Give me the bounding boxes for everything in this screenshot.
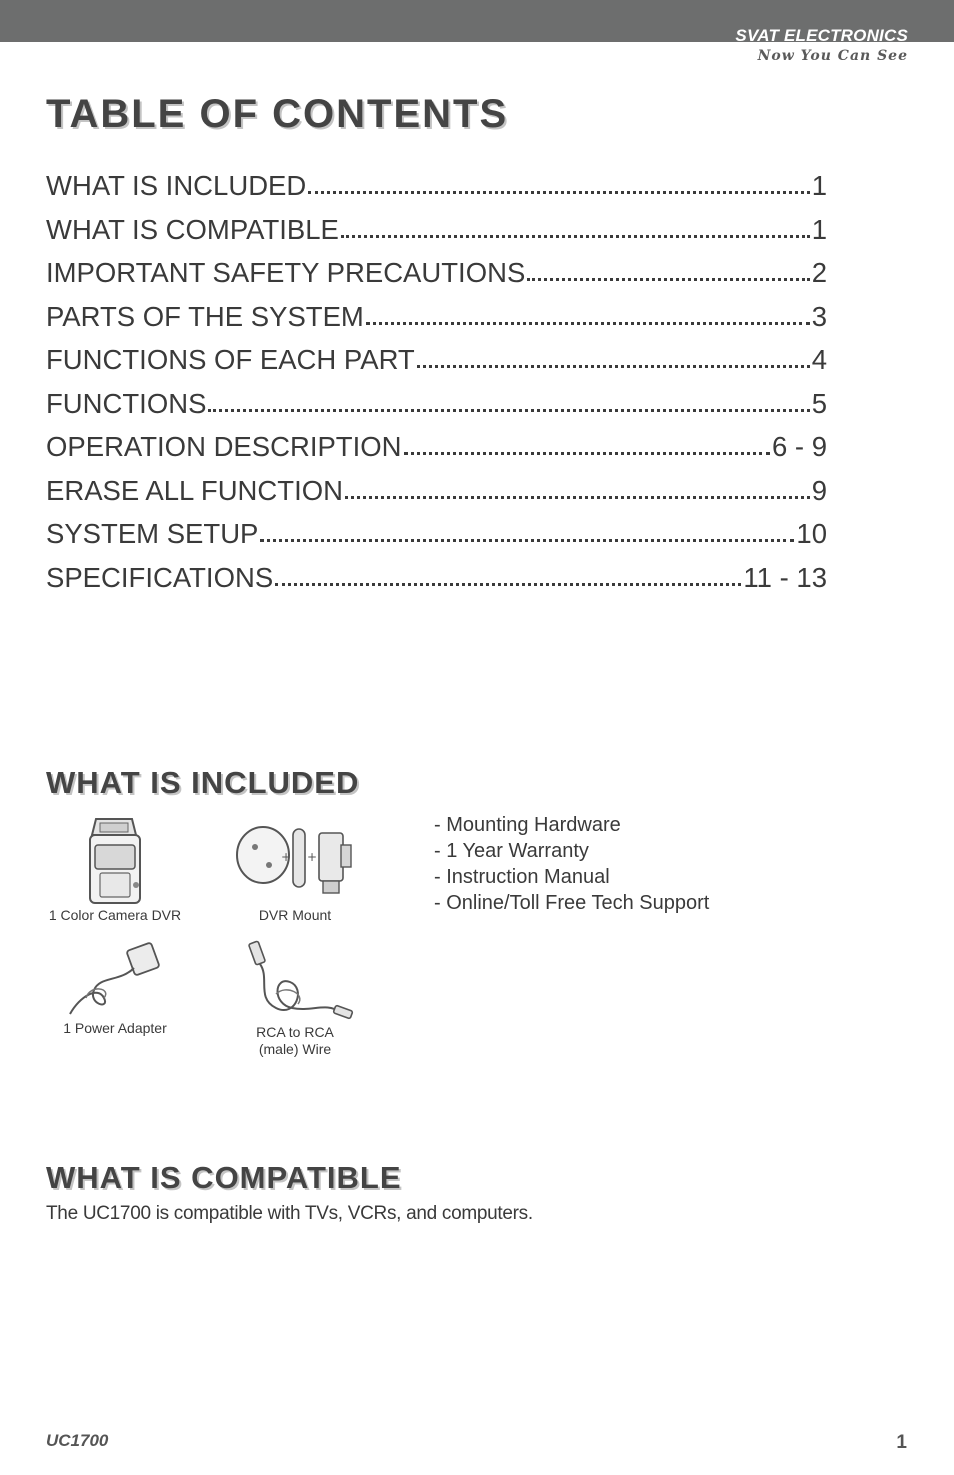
toc-entry[interactable] bbox=[46, 170, 827, 214]
dot-leader bbox=[366, 322, 810, 325]
toc-entry-label: FUNCTIONS OF EACH PART bbox=[46, 344, 415, 375]
toc-title: TABLE OF CONTENTS bbox=[46, 92, 509, 136]
toc-entry[interactable] bbox=[46, 344, 827, 388]
toc-entry-page: 1 bbox=[811, 170, 827, 201]
toc-entry-page: 2 bbox=[811, 257, 827, 288]
toc-entry-page: 1 bbox=[811, 213, 827, 245]
page-number: 1 bbox=[896, 1432, 907, 1453]
dot-leader bbox=[417, 365, 810, 368]
dot-leader bbox=[275, 583, 741, 586]
toc-entry-label: WHAT IS INCLUDED bbox=[46, 170, 307, 201]
toc-entry-page: 6 - 9 bbox=[771, 431, 827, 462]
list-item: - Mounting Hardware bbox=[434, 814, 621, 836]
toc-entry[interactable] bbox=[46, 257, 827, 301]
included-item-dvr-mount bbox=[224, 815, 366, 924]
camera-dvr-icon bbox=[82, 815, 148, 907]
toc-entry-label: IMPORTANT SAFETY PRECAUTIONS bbox=[46, 257, 526, 288]
included-item-caption: RCA to RCA (male) Wire bbox=[256, 1024, 334, 1057]
toc-entry-label: WHAT IS COMPATIBLE bbox=[46, 213, 339, 245]
included-item-caption: DVR Mount bbox=[258, 907, 332, 923]
toc-entry[interactable] bbox=[46, 388, 827, 432]
dot-leader bbox=[208, 409, 809, 412]
toc-entry-label: OPERATION DESCRIPTION bbox=[46, 431, 402, 462]
toc-entry-label: ERASE ALL FUNCTION bbox=[46, 474, 343, 506]
power-adapter-icon bbox=[60, 938, 170, 1020]
toc-entry[interactable] bbox=[46, 214, 827, 258]
toc-entry-label: SPECIFICATIONS bbox=[46, 561, 274, 593]
toc-entry-page: 9 bbox=[811, 474, 827, 506]
included-item-caption: 1 Power Adapter bbox=[63, 1020, 167, 1036]
list-item: - Online/Toll Free Tech Support bbox=[434, 892, 710, 914]
toc-entry-page: 3 bbox=[811, 300, 827, 332]
included-item-power-adapter bbox=[44, 938, 186, 1037]
dot-leader bbox=[404, 452, 770, 455]
svg-text:+: + bbox=[307, 850, 318, 864]
compatible-title: WHAT IS COMPATIBLE bbox=[46, 1160, 402, 1195]
list-item: - 1 Year Warranty bbox=[434, 840, 589, 862]
included-item-camera-dvr bbox=[44, 815, 186, 924]
included-item-caption: 1 Color Camera DVR bbox=[48, 907, 182, 923]
list-item: - Instruction Manual bbox=[434, 866, 610, 888]
dot-leader bbox=[527, 278, 809, 281]
toc-entry[interactable] bbox=[46, 301, 827, 345]
dot-leader bbox=[308, 191, 809, 194]
toc-entry[interactable] bbox=[46, 431, 827, 475]
svg-text:+: + bbox=[281, 850, 292, 864]
included-title: WHAT IS INCLUDED bbox=[46, 765, 360, 800]
compatible-text: The UC1700 is compatible with TVs, VCRs, and computers. bbox=[46, 1203, 533, 1224]
brand-tagline: Now You Can See bbox=[757, 48, 908, 64]
toc-entry-label: PARTS OF THE SYSTEM bbox=[46, 300, 364, 332]
toc-entry-page: 5 bbox=[811, 387, 827, 419]
dot-leader bbox=[260, 539, 794, 542]
toc-entry-page: 4 bbox=[811, 344, 827, 375]
toc-entry-page: 11 - 13 bbox=[743, 561, 827, 593]
toc-entry[interactable] bbox=[46, 518, 827, 562]
toc-entry-page: 10 bbox=[796, 518, 827, 549]
toc-entry-label: SYSTEM SETUP bbox=[46, 518, 259, 549]
rca-wire-icon bbox=[236, 938, 354, 1024]
toc-entry[interactable] bbox=[46, 475, 827, 519]
toc-entry[interactable] bbox=[46, 562, 827, 606]
table-of-contents bbox=[46, 170, 827, 605]
dvr-mount-icon bbox=[233, 815, 357, 907]
dot-leader bbox=[341, 235, 810, 238]
dot-leader bbox=[345, 496, 810, 499]
footer-model: UC1700 bbox=[46, 1431, 109, 1450]
brand-name: SVAT ELECTRONICS bbox=[735, 26, 908, 45]
included-item-rca-wire bbox=[224, 938, 366, 1058]
toc-entry-label: FUNCTIONS bbox=[46, 387, 207, 419]
included-extras-list bbox=[434, 812, 709, 916]
